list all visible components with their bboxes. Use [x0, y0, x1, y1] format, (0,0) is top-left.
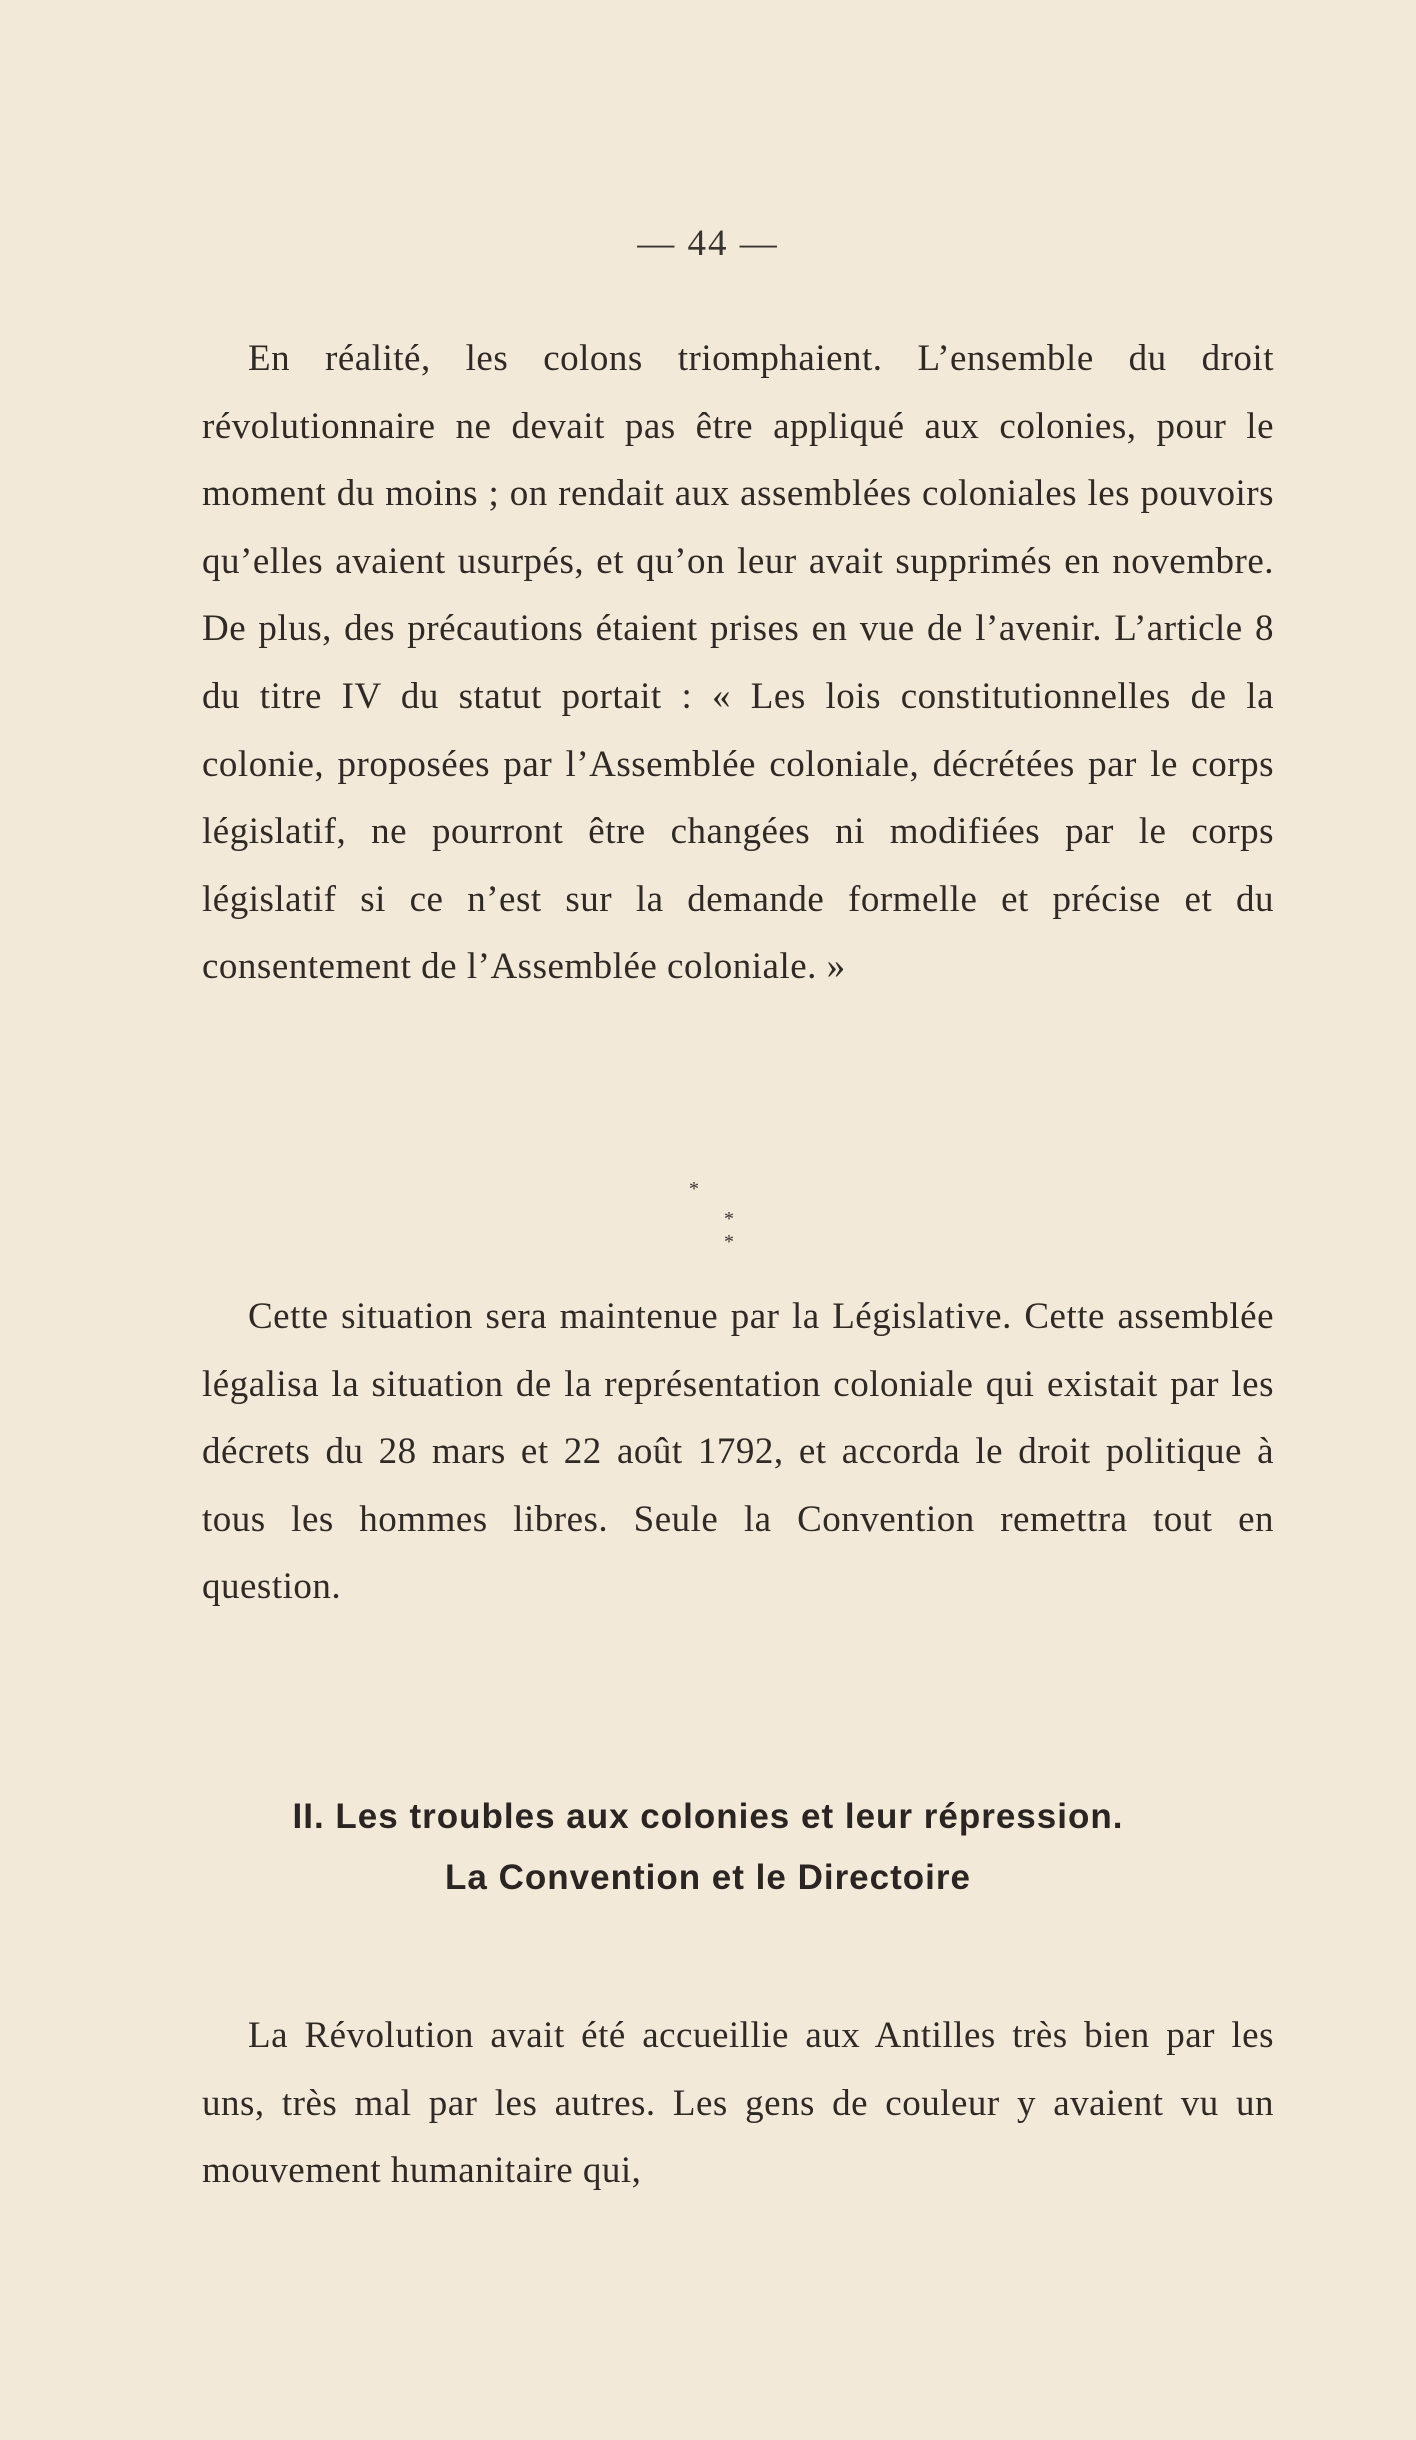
asterism-top-star: * [689, 1178, 699, 1200]
paragraph-revolution-antilles [202, 2002, 1274, 2205]
paragraph-colons-triomphaient [202, 325, 1274, 1001]
paragraph-text: Cette situation sera maintenue par la Législative. Cette assemblée légalisa la situation de la représentation coloniale qui existait par les décrets du 28 mars et 22 août 1792, et accorda le droit politique à tous les hommes libres. Seule la Convention remettra tout en question. [202, 1296, 1274, 1608]
paragraph-text: La Révolution avait été accueillie aux Antilles très bien par les uns, très mal par les autres. Les gens de couleur y avaient vu un mouvement humanitaire qui, [202, 2015, 1274, 2192]
section-heading-line-2: La Convention et le Directoire [445, 1858, 971, 1897]
paragraph-legislative [202, 1283, 1274, 1621]
section-heading-line-1: II. Les troubles aux colonies et leur répression. [292, 1797, 1124, 1836]
asterism-separator [0, 1178, 1416, 1253]
paragraph-text: En réalité, les colons triomphaient. L’ensemble du droit révolutionnaire ne devait pas être appliqué aux colonies, pour le moment du moins ; on rendait aux assemblées coloniales les pouvoirs qu’elles avaient usurpés, et qu’on leur avait supprimés en novembre. De plus, des précautions étaient prises en vue de l’avenir. L’article 8 du titre IV du statut portait : « Les lois constitutionnelles de la colonie, proposées par l’Assemblée coloniale, décrétées par le corps législatif, ne pourront être changées ni modifiées par le corps législatif si ce n’est sur la demande formelle et précise et du consentement de l’Assemblée coloniale. » [202, 338, 1274, 988]
asterism-bottom-stars: * * [724, 1208, 740, 1253]
page-number: — 44 — [637, 223, 779, 264]
